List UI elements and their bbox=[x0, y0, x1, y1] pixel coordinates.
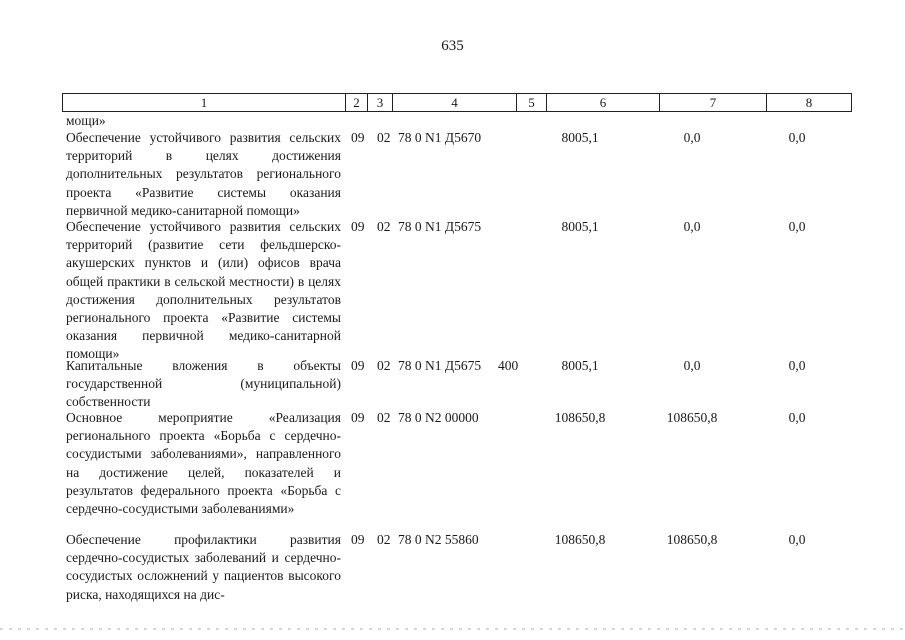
row-description: Обеспечение профилактики развития сердечно-сосудистых заболеваний и сердечно-сосудистых осложнений у пациентов высокого риска, находящихся на дис- bbox=[66, 532, 341, 602]
row-description: Капитальные вложения в объекты государственной (муниципальной) собственности bbox=[66, 358, 341, 410]
amount-col-6: 8005,1 bbox=[561, 219, 599, 234]
section-code: 09 bbox=[351, 358, 365, 373]
section-code: 09 bbox=[351, 410, 365, 425]
section-code: 09 bbox=[351, 130, 365, 145]
header-col-7: 7 bbox=[660, 94, 767, 112]
amount-col-6: 8005,1 bbox=[561, 358, 599, 373]
amount-col-6: 108650,8 bbox=[554, 410, 606, 425]
subsection-code: 02 bbox=[377, 410, 391, 425]
target-article-code: 78 0 N2 00000 bbox=[398, 410, 479, 425]
amount-col-6: 108650,8 bbox=[554, 532, 606, 547]
header-col-3: 3 bbox=[368, 94, 393, 112]
amount-col-6: 8005,1 bbox=[561, 130, 599, 145]
header-col-5: 5 bbox=[517, 94, 547, 112]
header-col-8: 8 bbox=[767, 94, 852, 112]
section-code: 09 bbox=[351, 219, 365, 234]
row-description: Основное мероприятие «Реализация регионального проекта «Борьба с сердечно-сосудистыми заболеваниями», направленного на достижение целей, показателей и результатов федерального проекта «Борьба с сердечно-сосудистыми заболеваниями» bbox=[66, 410, 341, 517]
subsection-code: 02 bbox=[377, 219, 391, 234]
column-number-header bbox=[62, 93, 852, 112]
continuation-text: мощи» bbox=[66, 113, 106, 128]
target-article-code: 78 0 N1 Д5675 bbox=[398, 219, 482, 234]
amount-col-7: 0,0 bbox=[683, 130, 701, 145]
row-description: Обеспечение устойчивого развития сельских территорий в целях достижения дополнительных результатов регионального проекта «Развитие системы оказания первичной медико-санитарной помощи» bbox=[66, 130, 341, 218]
header-col-1: 1 bbox=[63, 94, 346, 112]
amount-col-8: 0,0 bbox=[788, 410, 806, 425]
amount-col-8: 0,0 bbox=[788, 532, 806, 547]
amount-col-8: 0,0 bbox=[788, 130, 806, 145]
expense-type-code: 400 bbox=[498, 358, 519, 373]
subsection-code: 02 bbox=[377, 358, 391, 373]
target-article-code: 78 0 N2 55860 bbox=[398, 532, 479, 547]
header-col-2: 2 bbox=[346, 94, 368, 112]
subsection-code: 02 bbox=[377, 532, 391, 547]
amount-col-7: 108650,8 bbox=[666, 410, 718, 425]
subsection-code: 02 bbox=[377, 130, 391, 145]
scan-edge-noise bbox=[0, 628, 905, 630]
section-code: 09 bbox=[351, 532, 365, 547]
amount-col-8: 0,0 bbox=[788, 358, 806, 373]
amount-col-7: 0,0 bbox=[683, 358, 701, 373]
amount-col-8: 0,0 bbox=[788, 219, 806, 234]
amount-col-7: 108650,8 bbox=[666, 532, 718, 547]
amount-col-7: 0,0 bbox=[683, 219, 701, 234]
header-col-4: 4 bbox=[393, 94, 517, 112]
row-description: Обеспечение устойчивого развития сельских территорий (развитие сети фельдшерско-акушерских пунктов и (или) офисов врача общей практики в сельской местности) в целях достижения дополнительных результатов регионального проекта «Развитие системы оказания первичной медико-санитарной помощи» bbox=[66, 219, 341, 362]
header-col-6: 6 bbox=[547, 94, 660, 112]
page-number: 635 bbox=[441, 38, 464, 54]
target-article-code: 78 0 N1 Д5675 bbox=[398, 358, 482, 373]
target-article-code: 78 0 N1 Д5670 bbox=[398, 130, 482, 145]
